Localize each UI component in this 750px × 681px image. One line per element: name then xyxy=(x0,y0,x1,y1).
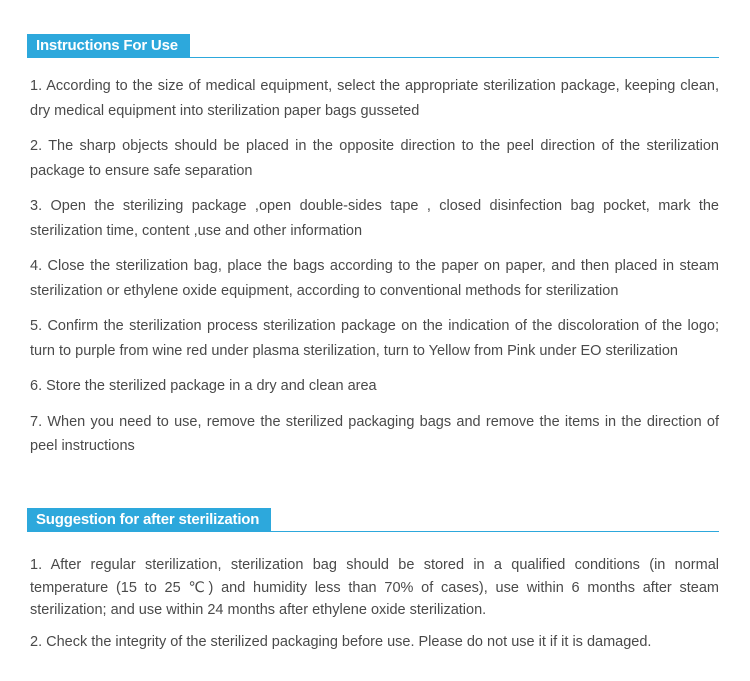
instruction-step-1: 1. According to the size of medical equipment, select the appropriate sterilization package, keeping clean, dry medical equipment into sterilization paper bags gusseted xyxy=(30,78,719,119)
suggestion-list xyxy=(27,554,719,653)
instruction-step-2: 2. The sharp objects should be placed in the opposite direction to the peel direction of the sterilization package to ensure safe separation xyxy=(30,138,719,179)
instructions-section xyxy=(27,34,719,470)
instruction-step-6: 6. Store the sterilized package in a dry and clean area xyxy=(30,378,377,394)
instruction-step-7: 7. When you need to use, remove the sterilized packaging bags and remove the items in the direction of peel instructions xyxy=(30,413,719,454)
section-title: Suggestion for after sterilization xyxy=(27,508,271,532)
suggestion-item-2: 2. Check the integrity of the sterilized packaging before use. Please do not use it if it is damaged. xyxy=(30,633,652,650)
section-title: Instructions For Use xyxy=(27,34,190,58)
instruction-step-5: 5. Confirm the sterilization process sterilization package on the indication of the discoloration of the logo; turn to purple from wine red under plasma sterilization, turn to Yellow from Pink under EO sterilization xyxy=(30,318,719,359)
suggestion-item-1: 1. After regular sterilization, sterilization bag should be stored in a qualified conditions (in normal temperature (15 to 25 ℃) and humidity less than 70% of cases), use within 6 months after steam sterilization; and use within 24 months after ethylene oxide sterilization. xyxy=(30,557,719,618)
section-header xyxy=(27,34,719,60)
instruction-list xyxy=(27,74,719,459)
suggestion-section xyxy=(27,508,719,662)
instruction-step-4: 4. Close the sterilization bag, place the bags according to the paper on paper, and then placed in steam sterilization or ethylene oxide equipment, according to conventional methods for sterilization xyxy=(30,258,719,299)
section-header xyxy=(27,508,719,534)
instruction-step-3: 3. Open the sterilizing package ,open double-sides tape , closed disinfection bag pocket, mark the sterilization time, content ,use and other information xyxy=(30,198,719,239)
